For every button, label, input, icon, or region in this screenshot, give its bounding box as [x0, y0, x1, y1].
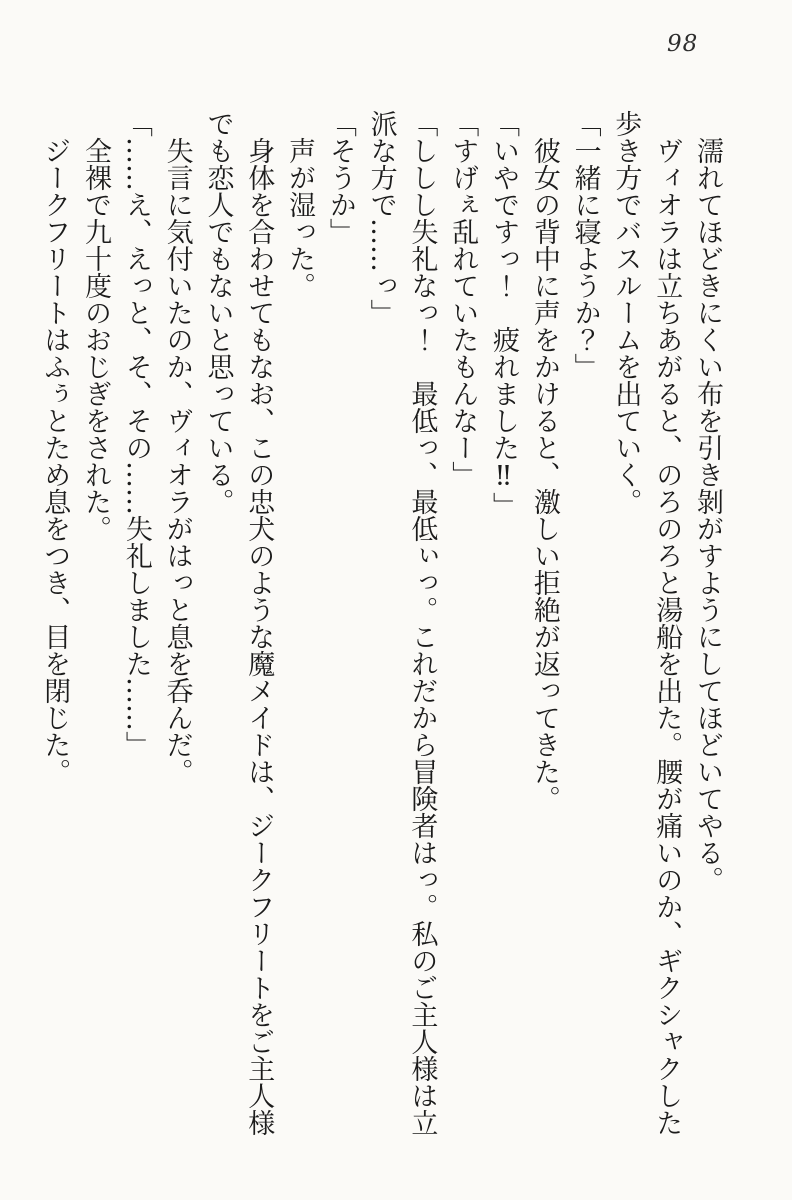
novel-text-block	[33, 110, 727, 1136]
novel-paragraph: 彼女の背中に声をかけると、激しい拒絶が返ってきた。	[528, 137, 560, 812]
novel-paragraph: 「一緒に寝ようか？」	[569, 110, 601, 380]
novel-paragraph: 濡れてほどきにくい布を引き剝がすようにしてほどいてやる。	[692, 137, 723, 893]
novel-paragraph: 失言に気付いたのか、ヴィオラがはっと息を呑んだ。	[161, 137, 193, 785]
page-number: 98	[667, 31, 699, 57]
novel-paragraph: 身体を合わせてもなお、この忠犬のような魔メイドは、ジークフリートをご主人様でも恋人でもないと思っている。	[202, 110, 275, 1136]
novel-paragraph: ジークフリートはふぅとため息をつき、目を閉じた。	[39, 137, 71, 785]
novel-paragraph: 「いやですっ！ 疲れました‼」	[488, 110, 520, 519]
novel-paragraph: 声が湿った。	[284, 137, 316, 299]
novel-paragraph: 「ししし失礼なっ！ 最低っ、最低ぃっ。これだから冒険者はっ。私のご主人様は立派な方で……っ」	[365, 110, 438, 1136]
novel-paragraph: 全裸で九十度のおじぎをされた。	[80, 137, 112, 542]
novel-paragraph: ヴィオラは立ちあがると、のろのろと湯船を出た。腰が痛いのか、ギクシャクした歩き方でバスルームを出ていく。	[610, 110, 683, 1136]
novel-paragraph: 「すげぇ乱れていたもんなー」	[447, 110, 479, 488]
novel-paragraph: 「……え、えっと、そ、その……失礼しました……」	[120, 110, 152, 758]
novel-paragraph: 「そうか」	[324, 110, 356, 245]
